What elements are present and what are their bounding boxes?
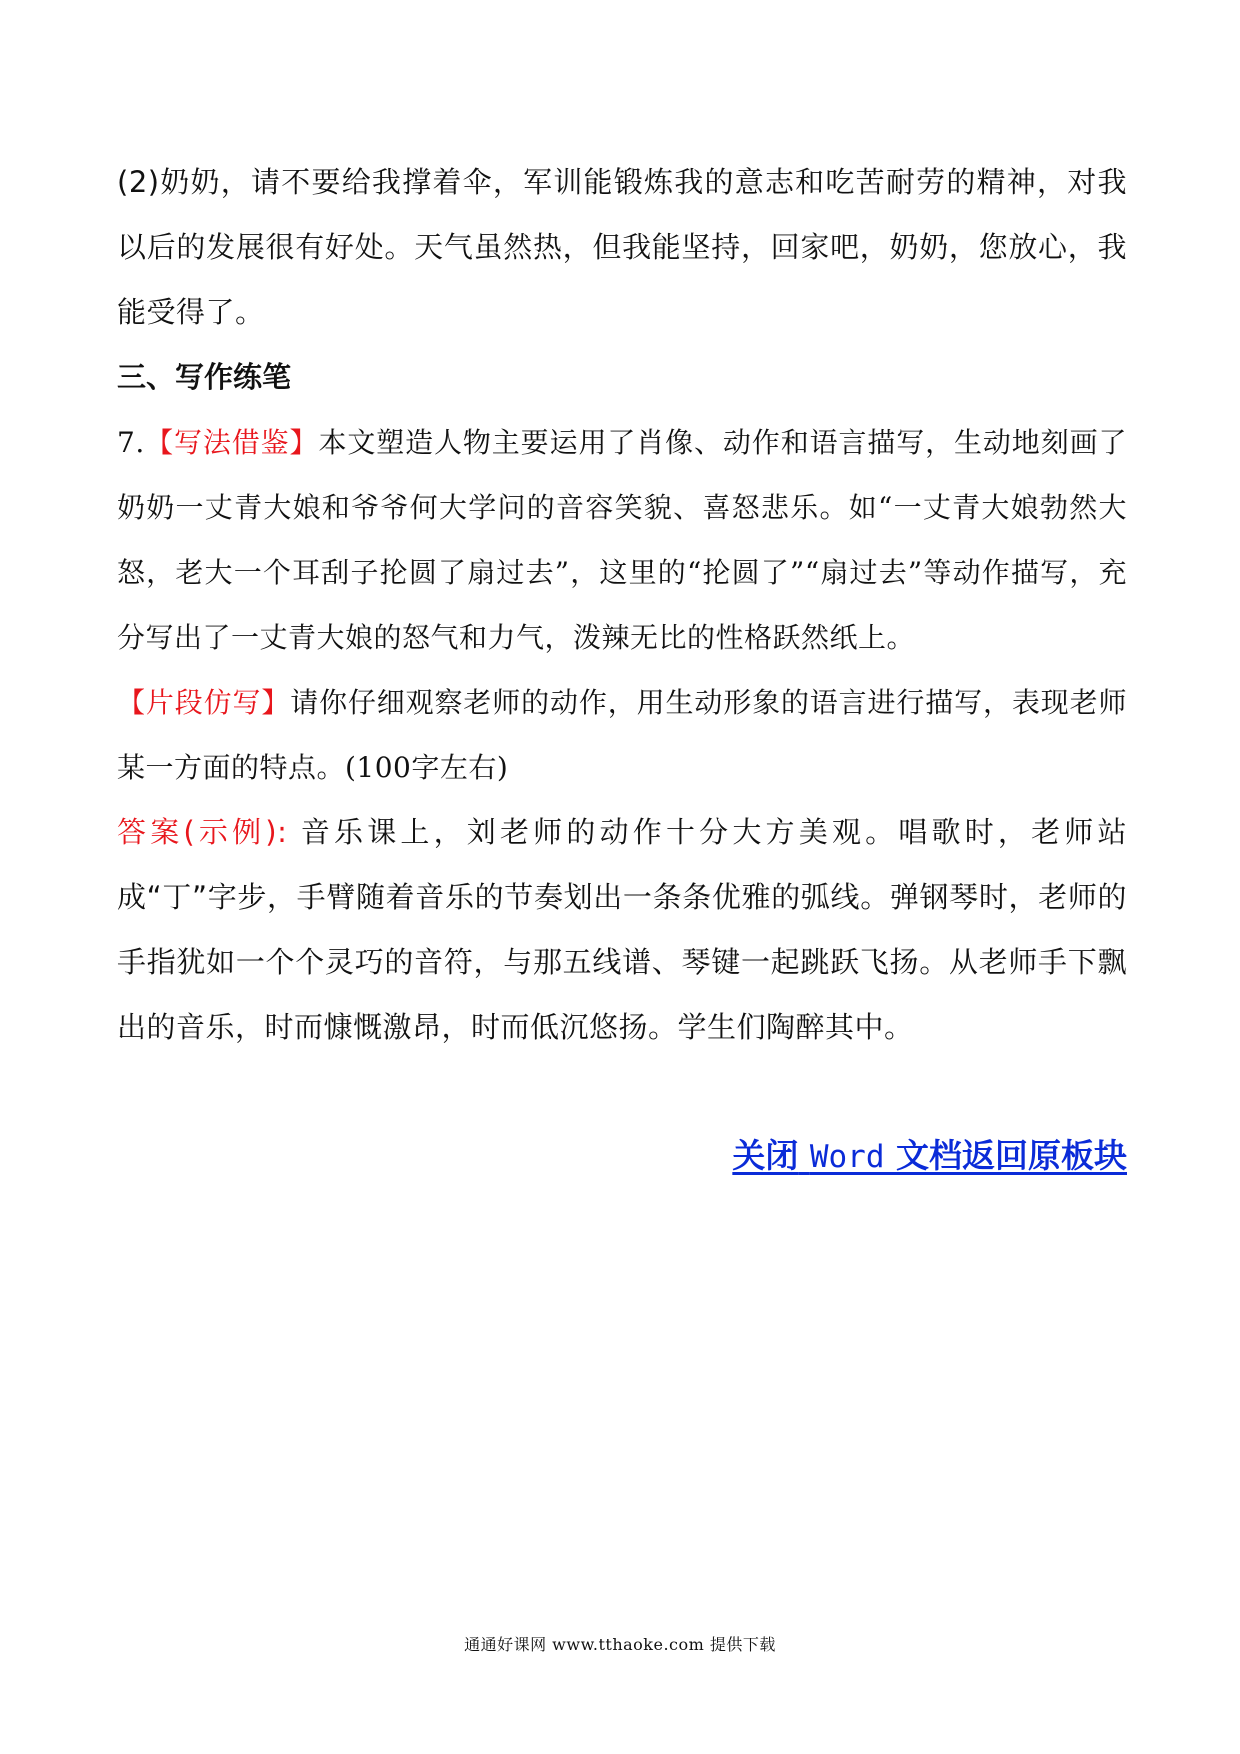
imitation-writing-paragraph [117,670,1127,800]
close-link-row [117,1130,1127,1177]
imitation-writing-prompt: 请你仔细观察老师的动作，用生动形象的语言进行描写，表现老师某一方面的特点。(100字左右) [117,686,1127,784]
answer-6-2-paragraph: (2)奶奶，请不要给我撑着伞，军训能锻炼我的意志和吃苦耐劳的精神，对我以后的发展很有好处。天气虽然热，但我能坚持，回家吧，奶奶，您放心，我能受得了。 [117,165,1127,329]
page-footer: 通通好课网 www.tthaoke.com 提供下载 [464,1635,776,1654]
section-heading-writing-practice: 三、写作练笔 [117,360,292,394]
sample-answer-text: 音乐课上，刘老师的动作十分大方美观。唱歌时，老师站成“丁”字步，手臂随着音乐的节奏划出一条条优雅的弧线。弹钢琴时，老师的手指犹如一个个灵巧的音符，与那五线谱、琴键一起跳跃飞扬。从老师手下飘出的音乐，时而慷慨激昂，时而低沉悠扬。学生们陶醉其中。 [117,815,1128,1044]
question-7-paragraph [117,410,1127,670]
close-link-text-1: 关闭 [732,1136,799,1175]
sample-answer-label: 答案(示例): [117,815,288,849]
imitation-writing-tag: 【片段仿写】 [117,686,291,719]
writing-technique-tag: 【写法借鉴】 [144,426,319,459]
close-word-document-link[interactable] [732,1136,1127,1175]
writing-technique-text: 本文塑造人物主要运用了肖像、动作和语言描写，生动地刻画了奶奶一丈青大娘和爷爷何大学问的音容笑貌、喜怒悲乐。如“一丈青大娘勃然大怒，老大一个耳刮子抡圆了扇过去”，这里的“抡圆了”“扇过去”等动作描写，充分写出了一丈青大娘的怒气和力气，泼辣无比的性格跃然纸上。 [117,426,1127,654]
sample-answer-paragraph [117,800,1127,1060]
close-link-text-2: Word [809,1139,885,1175]
question-number: 7. [117,426,145,459]
document-body [117,150,1127,1177]
close-link-text-3: 文档返回原板块 [896,1136,1127,1175]
